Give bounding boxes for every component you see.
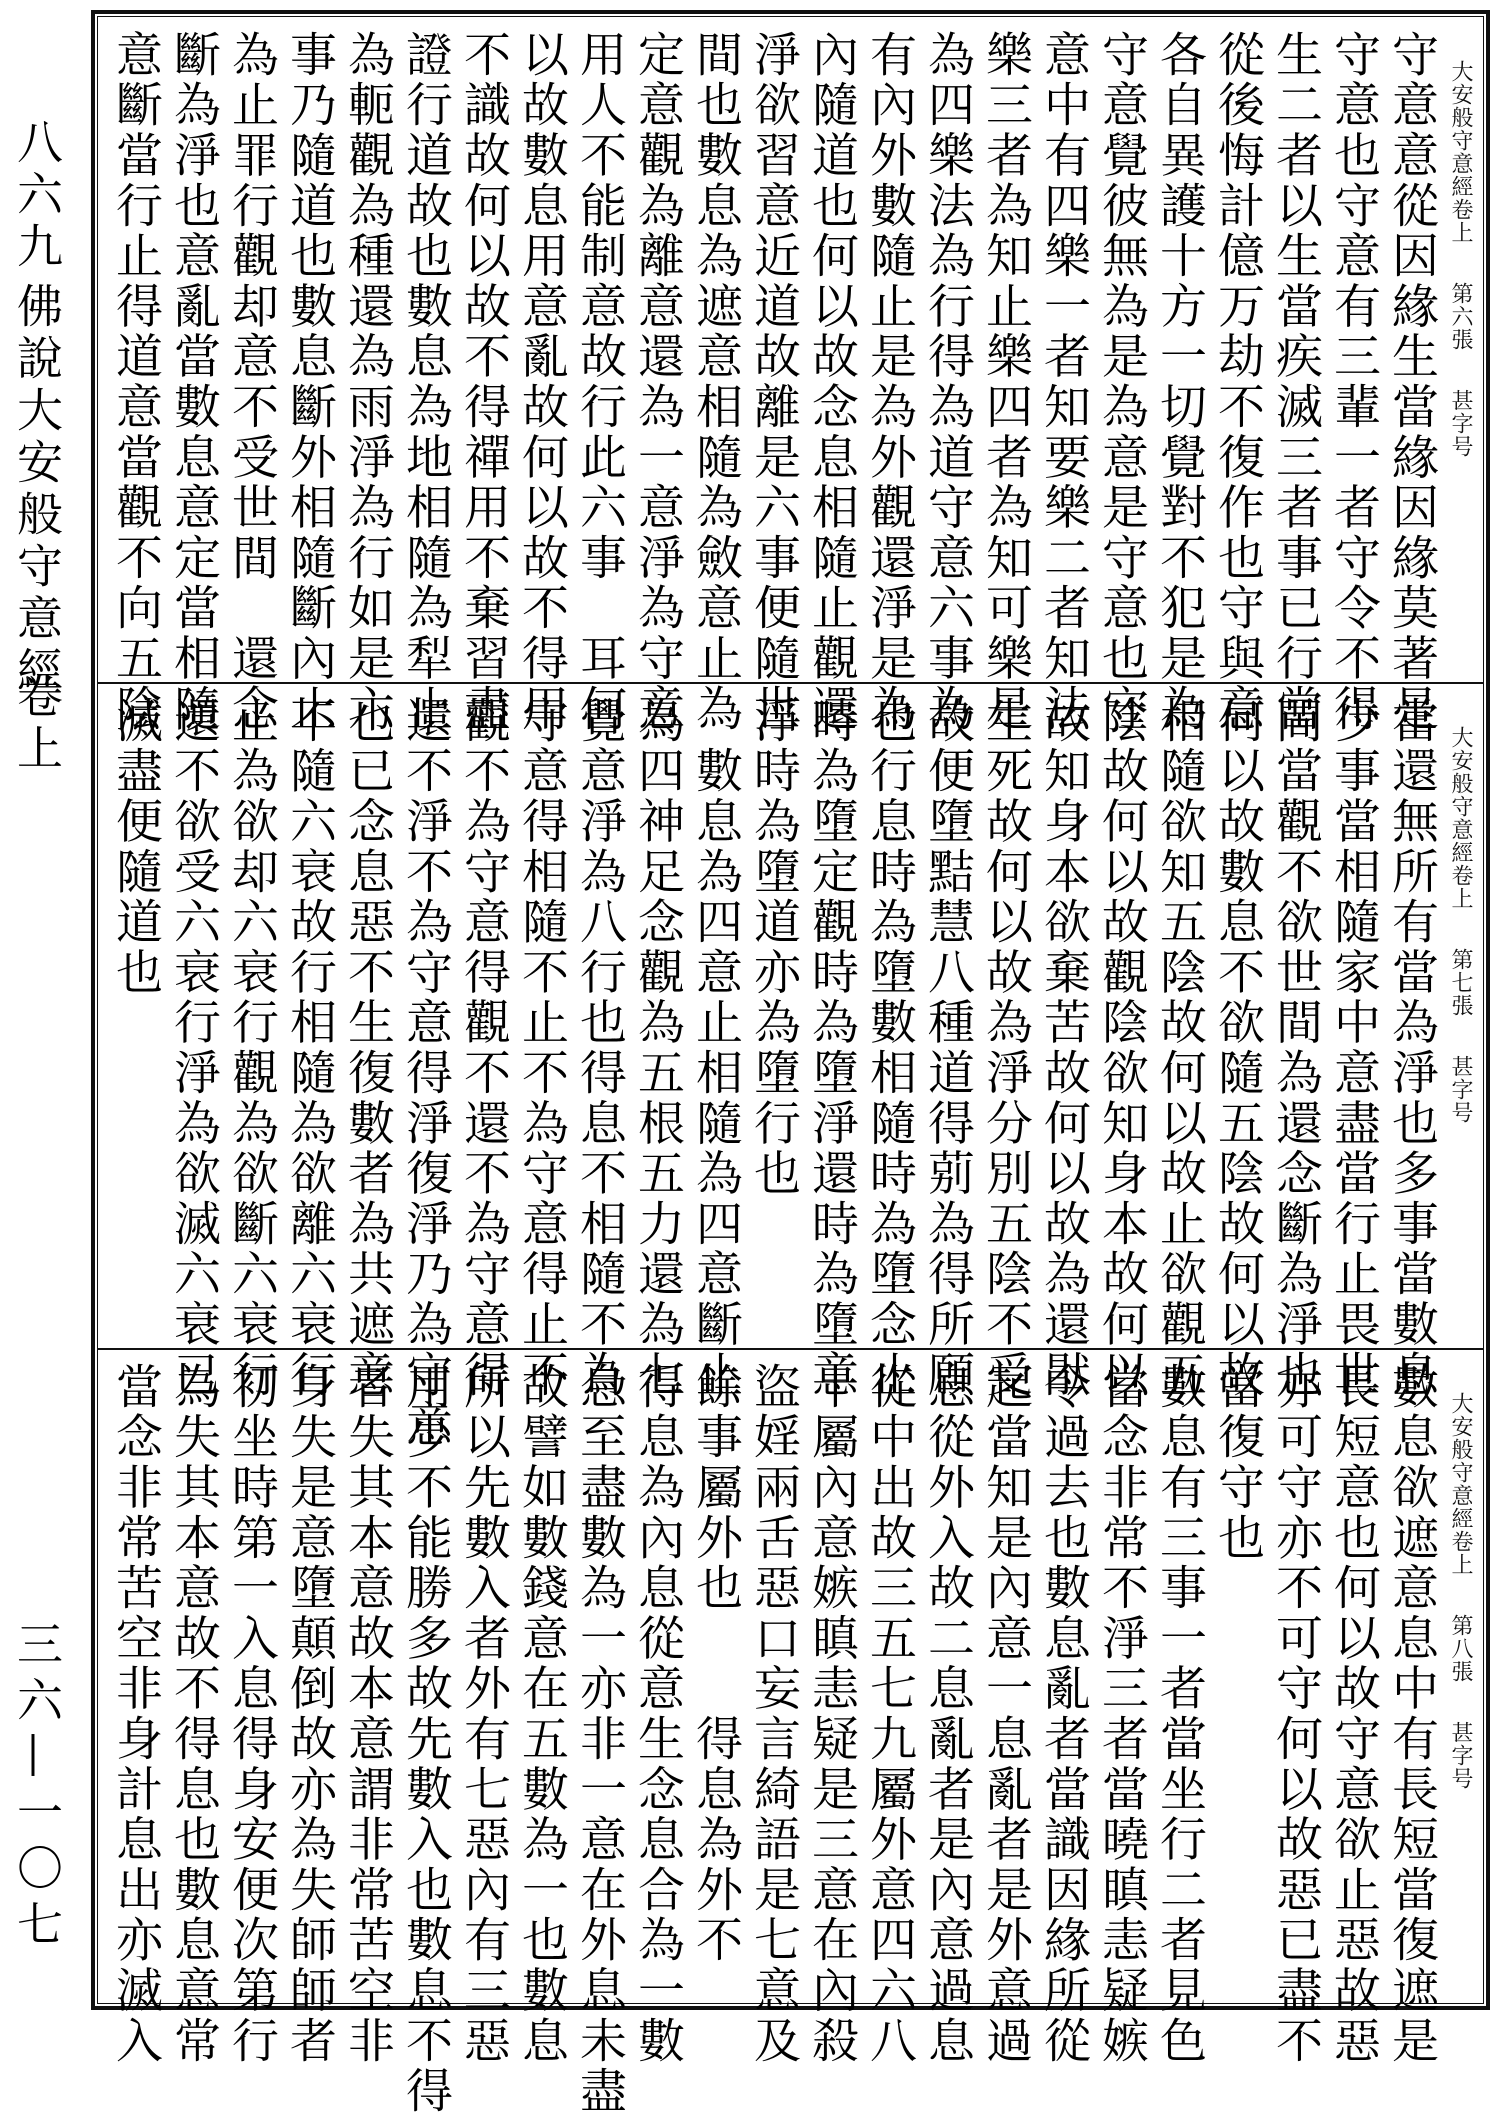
text-column: 息至盡數為一亦非一意在外息未盡 xyxy=(572,1362,627,2117)
text-column: 為四神足念觀為五根五力還為七 xyxy=(630,696,685,1401)
text-column: 數息為四意止相隨為四意斷止 xyxy=(688,696,743,1401)
text-column: 為四樂法為行得為道守意六事為 xyxy=(920,30,975,735)
text-column: 意斷當行止得道意當觀不向五陰 xyxy=(108,30,163,735)
text-column: 餘事屬外也 得息為外不 xyxy=(688,1362,743,1966)
sheet-header-mark: 甚字号 xyxy=(1448,1721,1473,1790)
text-column: 生死故何以故為淨分別五陰不受 xyxy=(978,696,1033,1401)
text-column: 不隨六衰故行相隨為欲離六衰行 xyxy=(282,696,337,1401)
sutra-title: 佛說大安般守意經 xyxy=(10,282,64,698)
text-column: 十屬內意嫉瞋恚疑是三意在內殺 xyxy=(804,1362,859,2067)
text-column: 守意意從因緣生當緣因緣莫著是 xyxy=(1384,30,1439,735)
sheet-header-title: 大安般守意經卷上 xyxy=(1448,60,1473,244)
sheet-header xyxy=(1448,60,1472,458)
text-column: 淨欲習意近道故離是六事便隨世 xyxy=(746,30,801,735)
text-column: 當念非常苦空非身計息出亦滅入 xyxy=(108,1362,163,2067)
text-column: 時為墮定觀時為墮淨還時為墮意 xyxy=(804,696,859,1401)
text-column: 還不欲受六衰行淨為欲滅六衰已 xyxy=(166,696,221,1401)
text-panel-top xyxy=(100,20,1480,735)
text-column: 以故數息用意亂故何以故不得用 xyxy=(514,30,569,735)
text-column: 故譬如數錢意在五數為一也數息 xyxy=(514,1362,569,2067)
text-column: 守意覺彼無為是為意是守意也守 xyxy=(1094,30,1149,735)
sheet-header xyxy=(1448,1392,1472,1790)
text-column: 令過去也數息亂者當識因緣所從 xyxy=(1036,1362,1091,2067)
text-column: 生二者以生當疾滅三者事已行當 xyxy=(1268,30,1323,735)
text-column: 者失其本意故本意謂非常苦空非 xyxy=(340,1362,395,2067)
text-column: 意中有四樂一者知要樂二者知法 xyxy=(1036,30,1091,735)
text-column: 當還無所有當為淨也多事當數息 xyxy=(1384,696,1439,1401)
text-column: 息從外入故二息亂者是內意過息 xyxy=(920,1362,975,2067)
sheet-header-sheet: 第七張 xyxy=(1448,948,1473,1017)
text-column: 斷為淨也意亂當數息意定當相隨 xyxy=(166,30,221,735)
sheet-header-title: 大安般守意經卷上 xyxy=(1448,1392,1473,1576)
text-column: 樂三者為知止樂四者為知可樂是 xyxy=(978,30,1033,735)
text-column: 還不淨不為守意得淨復淨乃為守意 xyxy=(398,696,453,1451)
text-column: 內隨道也何以故念息相隨止觀還 xyxy=(804,30,859,735)
page-reference: 三六—一〇七 xyxy=(10,1620,64,1956)
text-column: 故知身本欲棄苦故何以故為還猒 xyxy=(1036,696,1091,1401)
text-column: 守意也守意有三輩一者守令不得 xyxy=(1326,30,1381,735)
text-column: 數息有三事一者當坐行二者見色 xyxy=(1152,1362,1207,2067)
text-column: 不識故何以故不得禪用不棄習盡 xyxy=(456,30,511,735)
text-column: 數息欲遮意息中有長短當復遮是 xyxy=(1384,1362,1439,2067)
sheet-header-mark: 甚字号 xyxy=(1448,1055,1473,1124)
text-column: 陰故何以故觀陰欲知身本故何以 xyxy=(1094,696,1149,1401)
text-column: 覺意淨為八行也得息不相隨不為 xyxy=(572,696,627,1401)
text-column: 為止罪行觀却意不受世間 還念 xyxy=(224,30,279,735)
text-column: 各自異護十方一切覺對不犯是為 xyxy=(1152,30,1207,735)
text-column: 間當觀不欲世間為還念斷為淨也 xyxy=(1268,696,1323,1401)
text-column: 何以故數息不欲隨五陰故何以故 xyxy=(1210,696,1265,1401)
text-column: 止為欲却六衰行觀為欲斷六衰行 xyxy=(224,696,279,1401)
text-panel-middle xyxy=(100,686,1480,1451)
text-column: 用人不能制意故行此六事 耳何 xyxy=(572,30,627,735)
text-column: 當念非常不淨三者當曉瞋恚疑嫉 xyxy=(1094,1362,1149,2067)
sheet-header xyxy=(1448,726,1472,1124)
left-margin xyxy=(0,0,86,2022)
text-column: 相隨欲知五陰故何以故止欲觀五 xyxy=(1152,696,1207,1401)
text-column: 為失其本意故不得息也數息意常 xyxy=(166,1362,221,2067)
text-column: 為軛觀為種還為雨淨為行如是六 xyxy=(340,30,395,735)
text-column: 長短意也何以故守意欲止惡故惡 xyxy=(1326,1362,1381,2067)
text-column: 少事當相隨家中意盡當行止畏世 xyxy=(1326,696,1381,1401)
text-panel-bottom xyxy=(100,1352,1480,2117)
text-column: 從後悔計億万劫不復作也守與意 xyxy=(1210,30,1265,735)
text-column: 守意得相隨不止不為守意得止不 xyxy=(514,696,569,1401)
text-column: 初坐時第一入息得身安便次第行 xyxy=(224,1362,279,2067)
text-column: 有內外數隨止是為外觀還淨是為 xyxy=(862,30,917,735)
text-column: 用少不能勝多故先數入也數息不得 xyxy=(398,1362,453,2117)
text-column: 證行道故也數息為地相隨為犁止 xyxy=(398,30,453,735)
text-column: 也行息時為墮數相隨時為墮念止 xyxy=(862,696,917,1401)
sheet-header-sheet: 第六張 xyxy=(1448,282,1473,351)
text-column: 得息為內息從意生念息合為一數 xyxy=(630,1362,685,2067)
text-column: 淨時為墮道亦為墮行也 xyxy=(746,696,801,1199)
text-column: 故便墮黠慧八種道得莂為得所願 xyxy=(920,696,975,1401)
text-column: 亦可守亦不可守何以故惡已盡不 xyxy=(1268,1362,1323,2067)
sheet-header-mark: 甚字号 xyxy=(1448,389,1473,458)
text-column: 定意觀為離意還為一意淨為守意 xyxy=(630,30,685,735)
text-column: 事乃隨道也數息斷外相隨斷內止 xyxy=(282,30,337,735)
page-number: 八六九 xyxy=(10,118,64,274)
text-column: 從中出故三五七九屬外意四六八 xyxy=(862,1362,917,2067)
volume-label: 卷上 xyxy=(10,672,64,776)
text-column: 盜婬兩舌惡口妄言綺語是七意及 xyxy=(746,1362,801,2067)
text-column: 滅盡便隨道也 xyxy=(108,696,163,998)
text-column: 身失是意墮顛倒故亦為失師師者 xyxy=(282,1362,337,2067)
text-column: 起當知是內意一息亂者是外意過 xyxy=(978,1362,1033,2067)
sheet-header-title: 大安般守意經卷上 xyxy=(1448,726,1473,910)
text-column: 也已念息惡不生復數者為共遮意 xyxy=(340,696,395,1401)
text-column: 觀不為守意得觀不還不為守意得 xyxy=(456,696,511,1401)
text-column: 當復守也 xyxy=(1210,1362,1265,1564)
text-column: 間也數息為遮意相隨為斂意止為 xyxy=(688,30,743,735)
sheet-header-sheet: 第八張 xyxy=(1448,1614,1473,1683)
text-column: 所以先數入者外有七惡內有三惡 xyxy=(456,1362,511,2067)
